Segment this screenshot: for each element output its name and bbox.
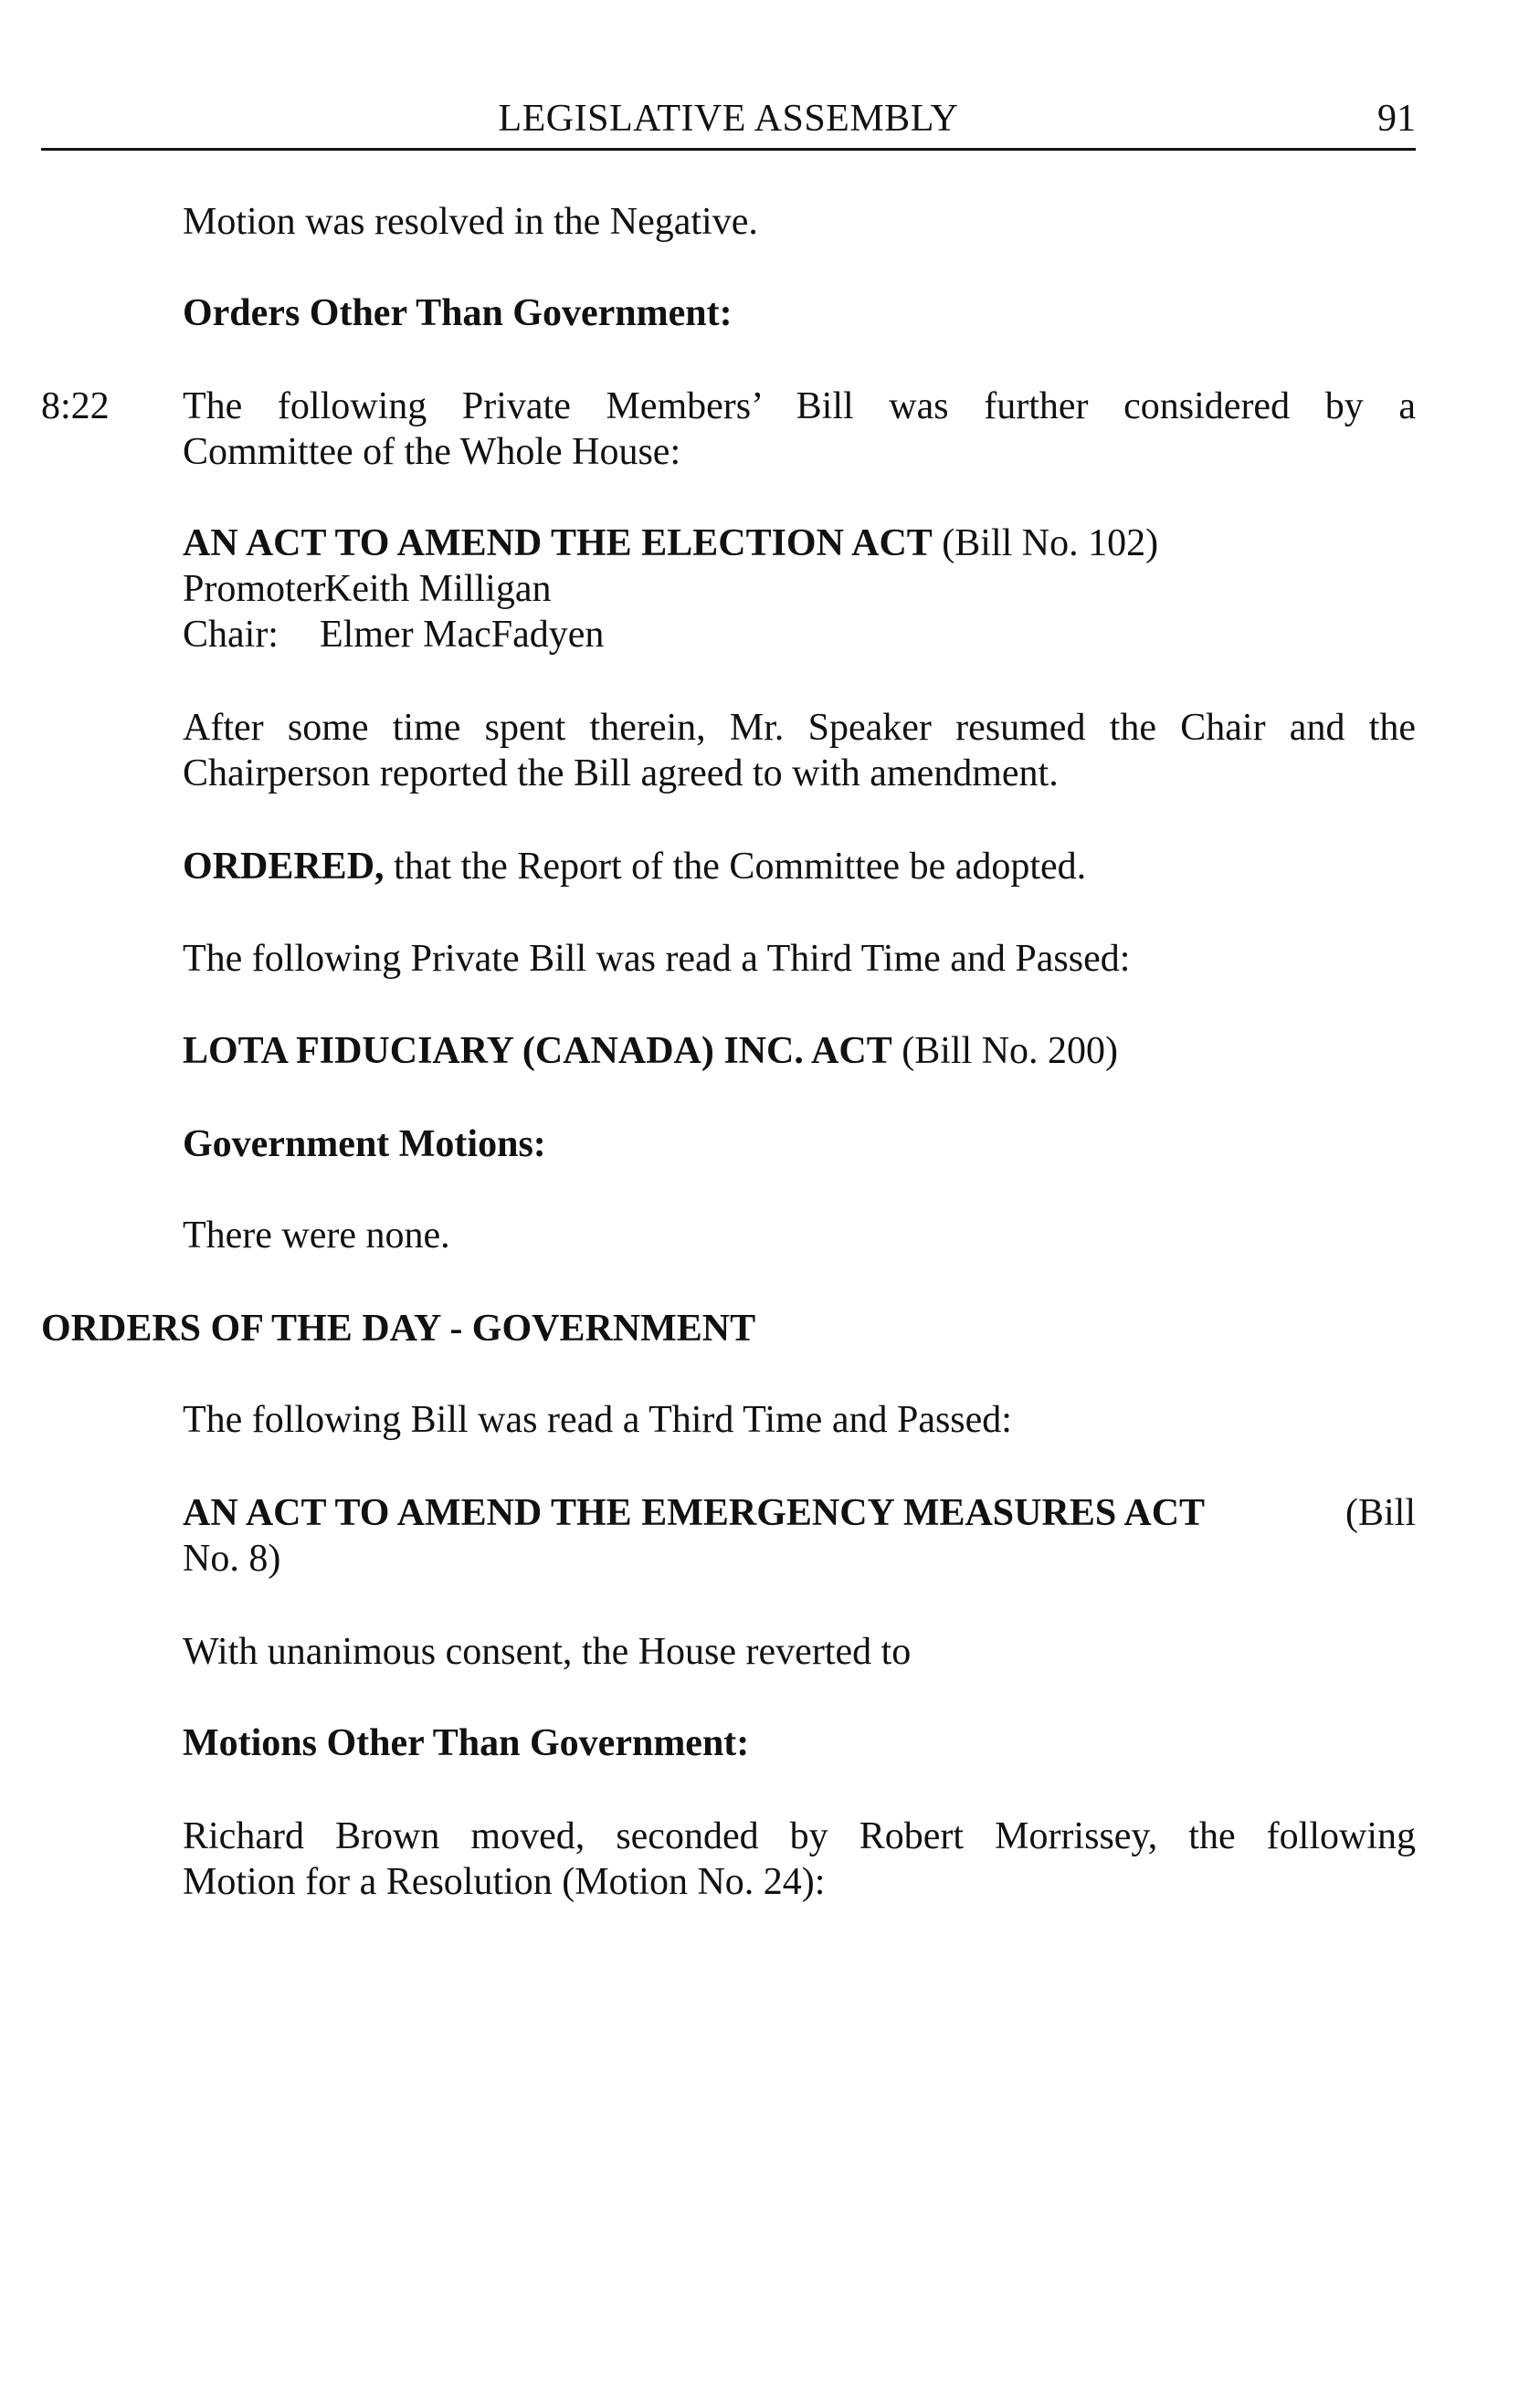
bill-title: AN ACT TO AMEND THE ELECTION ACT — [183, 522, 933, 564]
paragraph-private-members-bill-line2: Committee of the Whole House: — [183, 431, 681, 473]
bill-title: LOTA FIDUCIARY (CANADA) INC. ACT — [183, 1030, 892, 1072]
motion-result-text: Motion was resolved in the Negative. — [183, 201, 758, 243]
paragraph-none: There were none. — [183, 1215, 450, 1257]
page-header — [41, 93, 1416, 151]
promoter-name: Keith Milligan — [324, 568, 552, 610]
heading-motions-other-than-government: Motions Other Than Government: — [183, 1722, 750, 1764]
bill-title: AN ACT TO AMEND THE EMERGENCY MEASURES ACT — [183, 1492, 1206, 1534]
paragraph-motion-resolution-line1: Richard Brown moved, seconded by Robert Morrissey, the following — [183, 1815, 1416, 1857]
item-number: 8:22 — [41, 385, 110, 427]
header-title: LEGISLATIVE ASSEMBLY — [498, 98, 959, 140]
paragraph-committee-report-line1: After some time spent therein, Mr. Speaker resumed the Chair and the — [183, 707, 1416, 749]
paragraph-bill-third-reading: The following Bill was read a Third Time and Passed: — [183, 1399, 1012, 1441]
ordered-text: that the Report of the Committee be adopted. — [384, 846, 1087, 888]
heading-orders-other-than-government: Orders Other Than Government: — [183, 292, 733, 334]
bill-chair — [183, 612, 1416, 657]
bill-number-part1: (Bill — [1344, 1492, 1416, 1534]
bill-number: (Bill No. 102) — [942, 522, 1159, 564]
promoter-label: Promoter: — [183, 568, 336, 610]
paragraph-private-bill-third-reading: The following Private Bill was read a Third Time and Passed: — [183, 938, 1131, 980]
ordered-keyword: ORDERED, — [183, 846, 385, 888]
bill-election-act — [183, 521, 1416, 566]
chair-label: Chair: — [183, 614, 279, 656]
chair-name: Elmer MacFadyen — [320, 614, 605, 656]
heading-orders-of-the-day: ORDERS OF THE DAY - GOVERNMENT — [41, 1308, 756, 1350]
bill-promoter — [183, 566, 1416, 612]
bill-number: (Bill No. 200) — [902, 1030, 1119, 1072]
paragraph-committee-report-line2: Chairperson reported the Bill agreed to with amendment. — [183, 752, 1059, 794]
bill-emergency-measures-line2: No. 8) — [183, 1538, 281, 1580]
paragraph-motion-resolution-line2: Motion for a Resolution (Motion No. 24): — [183, 1861, 826, 1903]
heading-government-motions: Government Motions: — [183, 1123, 546, 1165]
bill-lota-fiduciary — [183, 1028, 1416, 1074]
ordered-statement — [183, 844, 1416, 889]
page-number: 91 — [1377, 98, 1416, 140]
bill-emergency-measures-line1 — [183, 1490, 1416, 1536]
paragraph-private-members-bill-line1: The following Private Members’ Bill was further considered by a — [183, 385, 1416, 427]
paragraph-house-reverted: With unanimous consent, the House reverted to — [183, 1631, 912, 1673]
